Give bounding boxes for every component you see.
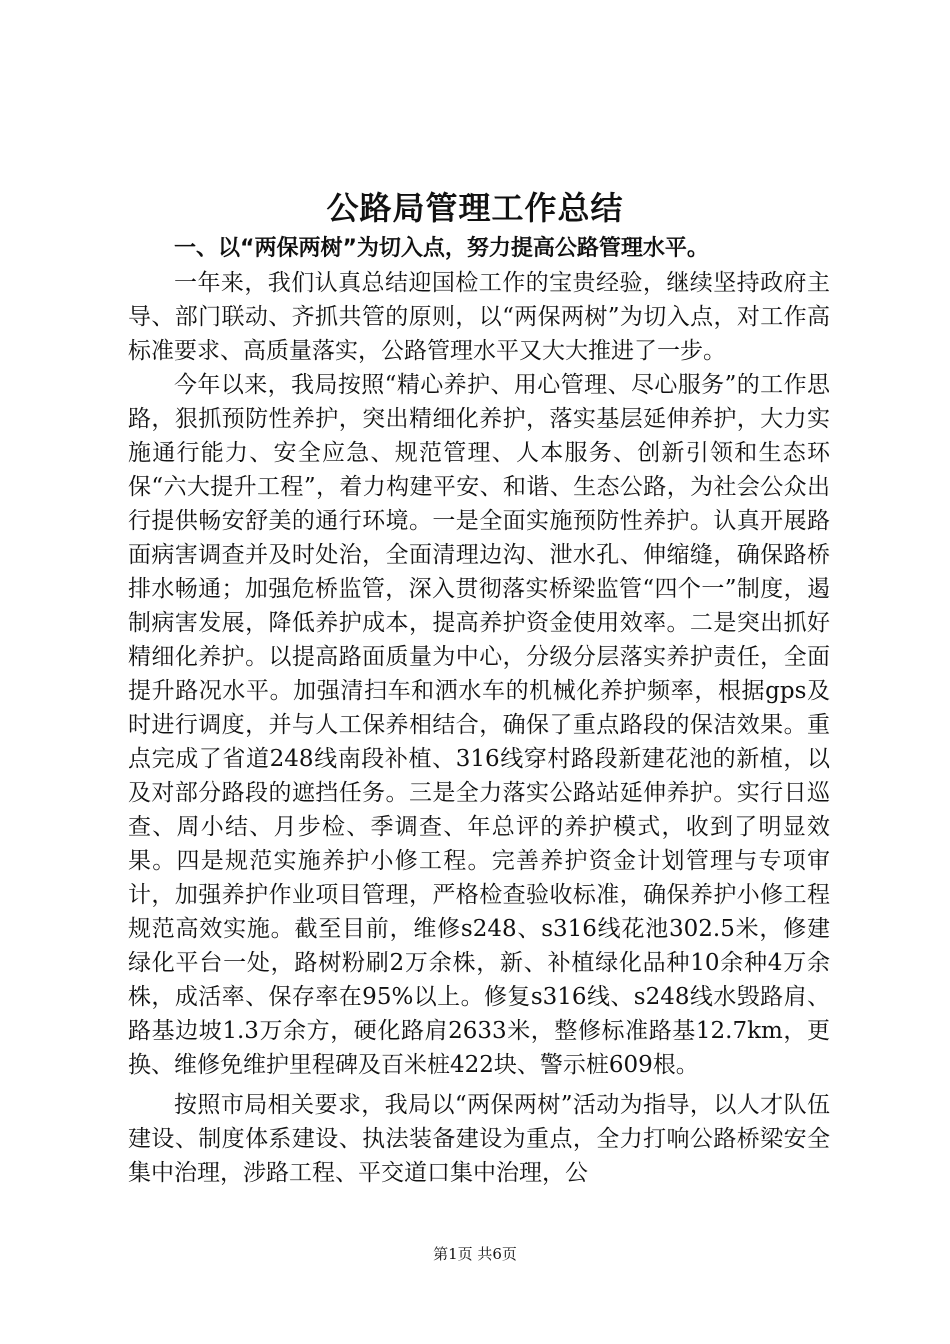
page-title: 公路局管理工作总结 — [326, 189, 624, 227]
page-footer: 第1页 共6页 — [433, 1245, 517, 1263]
paragraph-1: 一年来，我们认真总结迎国检工作的宝贵经验，继续坚持政府主导、部门联动、齐抓共管的原则，以“两保两树”为切入点，对工作高标准要求、高质量落实，公路管理水平又大大推进了一步。 — [128, 270, 830, 364]
paragraph-3: 按照市局相关要求，我局以“两保两树”活动为指导，以人才队伍建设、制度体系建设、执法装备建设为重点，全力打响公路桥梁安全集中治理，涉路工程、平交道口集中治理，公 — [128, 1092, 830, 1186]
paragraph-2: 今年以来，我局按照“精心养护、用心管理、尽心服务”的工作思路，狠抓预防性养护，突出精细化养护，落实基层延伸养护，大力实施通行能力、安全应急、规范管理、人本服务、创新引领和生态环保“六大提升工程”，着力构建平安、和谐、生态公路，为社会公众出行提供畅安舒美的通行环境。一是全面实施预防性养护。认真开展路面病害调查并及时处治，全面清理边沟、泄水孔、伸缩缝，确保路桥排水畅通；加强危桥监管，深入贯彻落实桥梁监管“四个一”制度，遏制病害发展，降低养护成本，提高养护资金使用效率。二是突出抓好精细化养护。以提高路面质量为中心，分级分层落实养护责任，全面提升路况水平。加强清扫车和洒水车的机械化养护频率，根据gps及时进行调度，并与人工保养相结合，确保了重点路段的保洁效果。重点完成了省道248线南段补植、316线穿村路段新建花池的新植，以及对部分路段的遮挡任务。三是全力落实公路站延伸养护。实行日巡查、周小结、月步检、季调查、年总评的养护模式，收到了明显效果。四是规范实施养护小修工程。完善养护资金计划管理与专项审计，加强养护作业项目管理，严格检查验收标准，确保养护小修工程规范高效实施。截至目前，维修s248、s316线花池302.5米，修建绿化平台一处，路树粉刷2万余株，新、补植绿化品种10余种4万余株，成活率、保存率在95%以上。修复s316线、s248线水毁路肩、路基边坡1.3万余方，硬化路肩2633米，整修标准路基12.7km，更换、维修免维护里程碑及百米桩422块、警示桩609根。 — [128, 372, 830, 1078]
document-body — [128, 232, 830, 1190]
section-heading: 一、以“两保两树”为切入点，努力提高公路管理水平。 — [174, 236, 709, 261]
